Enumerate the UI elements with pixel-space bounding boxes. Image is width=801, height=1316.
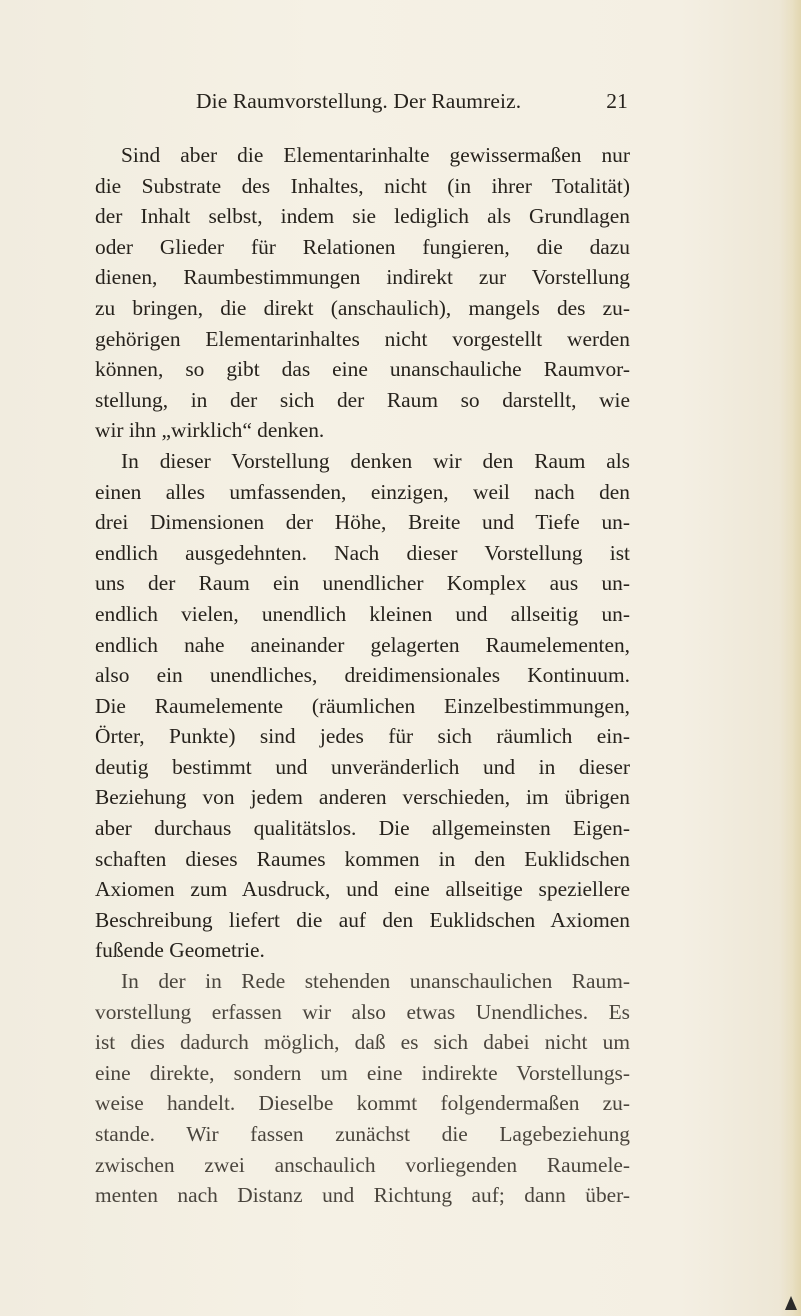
text-line: menten nach Distanz und Richtung auf; dann über-: [95, 1183, 630, 1208]
text-line: endlich vielen, unendlich kleinen und allseitig un-: [95, 601, 630, 626]
text-line: der Inhalt selbst, indem sie lediglich als Grundlagen: [95, 204, 630, 229]
body-text: [95, 140, 630, 1211]
page-edge-shadow: [779, 0, 801, 1316]
text-line: In dieser Vorstellung denken wir den Raum als: [121, 448, 630, 473]
text-line: endlich ausgedehnten. Nach dieser Vorstellung ist: [95, 540, 630, 565]
running-head-title: Die Raumvorstellung. Der Raumreiz.: [196, 89, 522, 113]
text-line: gehörigen Elementarinhaltes nicht vorgestellt werden: [95, 326, 630, 351]
text-line: endlich nahe aneinander gelagerten Raumelementen,: [95, 632, 630, 657]
text-line: aber durchaus qualitätslos. Die allgemeinsten Eigen-: [95, 816, 630, 841]
text-line: stellung, in der sich der Raum so darstellt, wie: [95, 387, 630, 412]
text-line: In der in Rede stehenden unanschaulichen Raum-: [121, 969, 630, 994]
text-line: weise handelt. Dieselbe kommt folgendermaßen zu-: [95, 1091, 630, 1116]
text-line: stande. Wir fassen zunächst die Lagebeziehung: [95, 1122, 630, 1146]
text-line: schaften dieses Raumes kommen in den Euklidschen: [95, 846, 630, 871]
text-line: Beziehung von jedem anderen verschieden, im übrigen: [95, 785, 630, 810]
text-line: eine direkte, sondern um eine indirekte Vorstellungs-: [95, 1060, 630, 1085]
text-line: die Substrate des Inhaltes, nicht (in ihrer Totalität): [95, 173, 630, 198]
text-line: drei Dimensionen der Höhe, Breite und Tiefe un-: [95, 510, 630, 535]
text-line: Örter, Punkte) sind jedes für sich räumlich ein-: [95, 724, 630, 749]
corner-triangle-icon: [785, 1296, 797, 1310]
text-line: einen alles umfassenden, einzigen, weil nach den: [95, 479, 630, 504]
text-line: oder Glieder für Relationen fungieren, die dazu: [95, 234, 630, 259]
text-line: uns der Raum ein unendlicher Komplex aus un-: [95, 571, 630, 596]
text-line: deutig bestimmt und unveränderlich und in dieser: [95, 754, 630, 779]
text-line: Sind aber die Elementarinhalte gewissermaßen nur: [121, 143, 630, 167]
running-head: [100, 86, 628, 116]
page-number: 21: [606, 89, 628, 113]
text-line: dienen, Raumbestimmungen indirekt zur Vorstellung: [95, 265, 630, 290]
text-line: zwischen zwei anschaulich vorliegenden Raumele-: [95, 1152, 630, 1177]
text-line: Die Raumelemente (räumlichen Einzelbestimmungen,: [95, 693, 630, 718]
text-line: zu bringen, die direkt (anschaulich), mangels des zu-: [95, 295, 630, 320]
text-line: ist dies dadurch möglich, daß es sich dabei nicht um: [95, 1030, 630, 1055]
text-line: fußende Geometrie.: [95, 938, 265, 963]
text-line: Beschreibung liefert die auf den Euklidschen Axiomen: [95, 907, 630, 932]
text-line: vorstellung erfassen wir also etwas Unendliches. Es: [95, 999, 630, 1024]
text-line: können, so gibt das eine unanschauliche Raumvor-: [95, 357, 630, 382]
text-line: wir ihn „wirklich“ denken.: [95, 418, 325, 443]
text-line: Axiomen zum Ausdruck, und eine allseitige speziellere: [95, 877, 630, 902]
text-line: also ein unendliches, dreidimensionales Kontinuum.: [95, 663, 630, 688]
